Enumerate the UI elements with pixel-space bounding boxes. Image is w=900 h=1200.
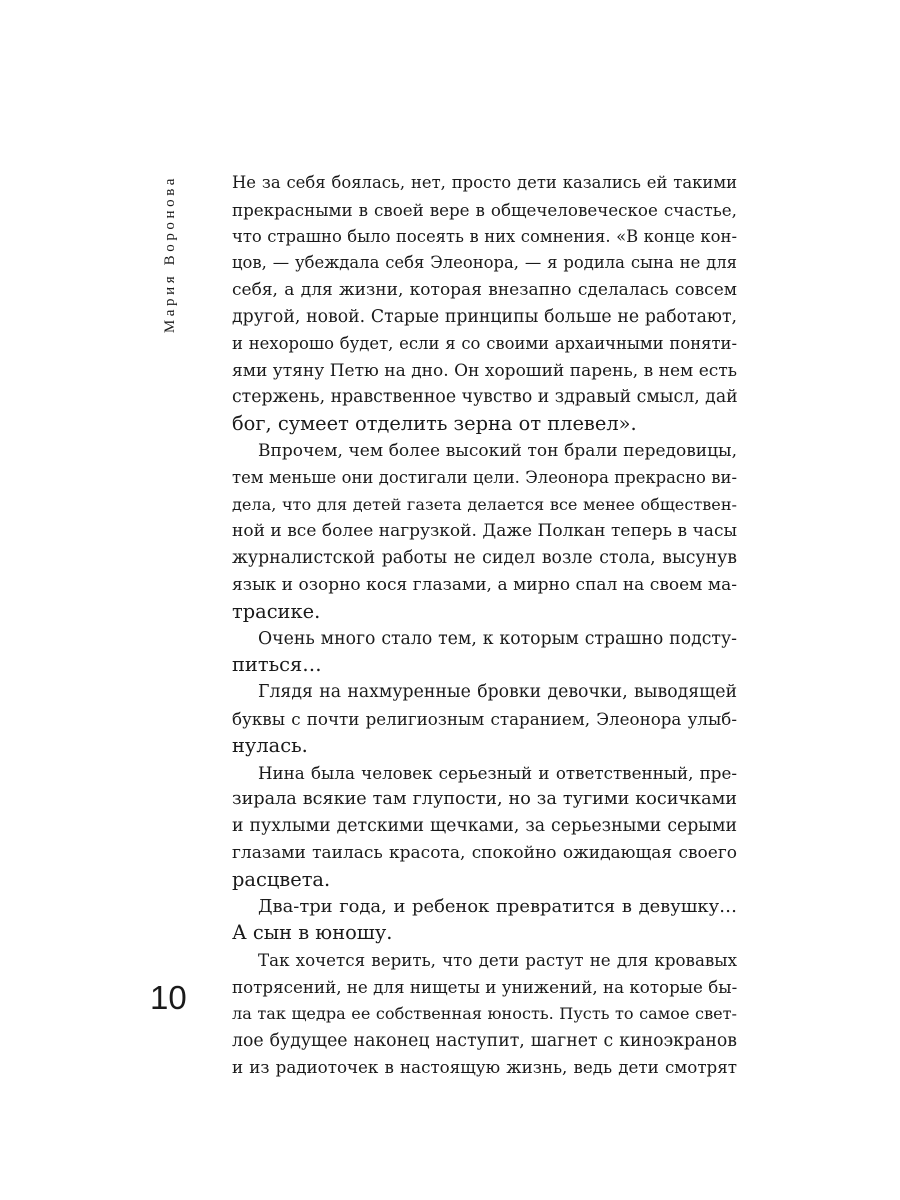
text-line: Два-три года, и ребенок превратится в девушку… bbox=[258, 895, 737, 917]
text-line: зирала всякие там глупости, но за тугими косичками bbox=[232, 789, 737, 810]
paragraph bbox=[232, 760, 737, 894]
text-line: тем меньше они достигали цели. Элеонора прекрасно ви- bbox=[232, 467, 737, 487]
text-line: прекрасными в своей вере в общечеловеческое счастье, bbox=[232, 199, 737, 220]
text-line: что страшно было посеять в них сомнения. «В конце кон- bbox=[232, 226, 737, 246]
page-number: 10 bbox=[150, 979, 187, 1016]
text-line: буквы с почти религиозным старанием, Элеонора улыб- bbox=[232, 708, 737, 729]
text-line: Нина была человек серьезный и ответственный, пре- bbox=[258, 762, 737, 783]
paragraph bbox=[232, 894, 737, 948]
text-line: и из радиоточек в настоящую жизнь, ведь дети смотрят bbox=[232, 1057, 737, 1078]
text-line: нулась. bbox=[232, 733, 308, 757]
running-head bbox=[155, 175, 185, 365]
text-line: глазами таилась красота, спокойно ожидающая своего bbox=[232, 842, 737, 863]
text-line: и нехорошо будет, если я со своими архаичными поняти- bbox=[232, 333, 737, 353]
text-line: А сын в юношу. bbox=[232, 921, 393, 945]
text-line: и пухлыми детскими щечками, за серьезными серыми bbox=[232, 816, 737, 837]
text-line: цов, — убеждала себя Элеонора, — я родила сына не для bbox=[232, 253, 737, 273]
running-head-author: Мария Воронова bbox=[161, 175, 178, 334]
text-line: питься… bbox=[232, 653, 322, 677]
paragraph bbox=[232, 679, 737, 759]
paragraph bbox=[232, 626, 737, 680]
text-line: Не за себя боялась, нет, просто дети казались ей такими bbox=[232, 173, 737, 192]
text-line: стержень, нравственное чувство и здравый смысл, дай bbox=[232, 387, 738, 408]
text-line: ями утяну Петю на дно. Он хороший парень, в нем есть bbox=[232, 360, 737, 381]
paragraph bbox=[232, 947, 737, 1081]
text-line: Очень много стало тем, к которым страшно подсту- bbox=[258, 628, 737, 649]
text-line: язык и озорно кося глазами, а мирно спал на своем ма- bbox=[232, 574, 737, 595]
text-line: Так хочется верить, что дети растут не для кровавых bbox=[258, 950, 737, 971]
text-line: потрясений, не для нищеты и унижений, на которые бы- bbox=[232, 976, 738, 997]
paragraph bbox=[232, 438, 737, 626]
text-line: журналистской работы не сидел возле стола, высунув bbox=[232, 548, 737, 569]
text-line: ла так щедра ее собственная юность. Пусть то самое свет- bbox=[232, 1003, 737, 1023]
paragraph bbox=[232, 170, 737, 438]
text-line: расцвета. bbox=[232, 867, 331, 891]
text-line: бог, сумеет отделить зерна от плевел». bbox=[232, 412, 637, 436]
text-line: дела, что для детей газета делается все менее обществен- bbox=[232, 494, 737, 514]
text-line: лое будущее наконец наступит, шагнет с киноэкранов bbox=[232, 1030, 737, 1051]
text-line: себя, а для жизни, которая внезапно сделалась совсем bbox=[232, 280, 737, 301]
body-text bbox=[232, 170, 737, 1081]
text-line: другой, новой. Старые принципы больше не работают, bbox=[232, 306, 737, 327]
text-line: Глядя на нахмуренные бровки девочки, выводящей bbox=[258, 682, 737, 703]
text-line: трасике. bbox=[232, 599, 321, 623]
text-line: ной и все более нагрузкой. Даже Полкан теперь в часы bbox=[232, 521, 737, 542]
text-line: Впрочем, чем более высокий тон брали передовицы, bbox=[258, 440, 737, 461]
